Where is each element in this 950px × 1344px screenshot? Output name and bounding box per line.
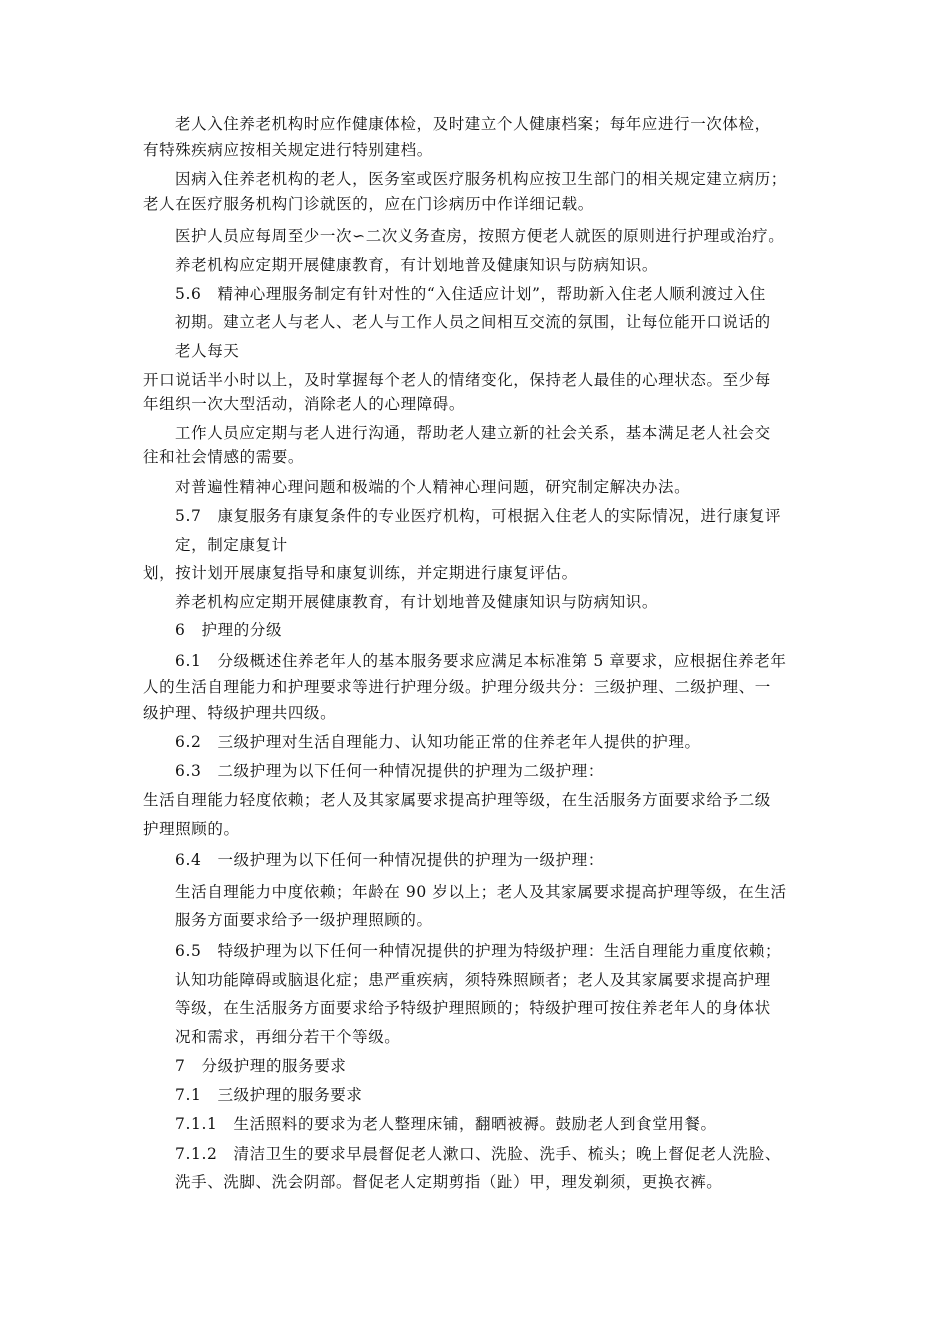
section-7-heading: 7 分级护理的服务要求	[175, 1057, 347, 1075]
text-line: 老人每天	[175, 342, 240, 360]
section-5-6-line: 5.6 精神心理服务制定有针对性的“入住适应计划”，帮助新入住老人顺利渡过入住	[175, 285, 766, 303]
text-line: 服务方面要求给予一级护理照顾的。	[175, 911, 433, 929]
text-line: 等级，在生活服务方面要求给予特级护理照顾的；特级护理可按住养老年人的身体状	[175, 999, 771, 1017]
text-line: 生活自理能力中度依赖；年龄在 90 岁以上；老人及其家属要求提高护理等级，在生活	[175, 883, 787, 901]
text-line: 洗手、洗脚、洗会阴部。督促老人定期剪指（趾）甲，理发剃须，更换衣裤。	[175, 1173, 723, 1191]
section-7-1-heading: 7.1 三级护理的服务要求	[175, 1086, 363, 1104]
text-line: 级护理、特级护理共四级。	[143, 704, 337, 722]
section-7-1-1-line: 7.1.1 生活照料的要求为老人整理床铺，翻晒被褥。鼓励老人到食堂用餐。	[175, 1115, 717, 1133]
section-5-7-line: 5.7 康复服务有康复条件的专业医疗机构，可根据入住老人的实际情况，进行康复评	[175, 507, 782, 525]
section-6-1-line: 6.1 分级概述住养老年人的基本服务要求应满足本标准第 5 章要求，应根据住养老年	[175, 652, 787, 670]
text-line: 认知功能障碍或脑退化症；患严重疾病，须特殊照顾者；老人及其家属要求提高护理	[175, 971, 771, 989]
text-line: 初期。建立老人与老人、老人与工作人员之间相互交流的氛围，让每位能开口说话的	[175, 313, 771, 331]
text-line: 工作人员应定期与老人进行沟通，帮助老人建立新的社会关系，基本满足老人社会交	[175, 424, 771, 442]
text-line: 开口说话半小时以上，及时掌握每个老人的情绪变化，保持老人最佳的心理状态。至少每	[143, 371, 771, 389]
text-line: 划，按计划开展康复指导和康复训练，并定期进行康复评估。	[143, 564, 578, 582]
section-6-3-line: 6.3 二级护理为以下任何一种情况提供的护理为二级护理：	[175, 762, 604, 780]
text-line: 有特殊疾病应按相关规定进行特别建档。	[143, 141, 433, 159]
text-line: 护理照顾的。	[143, 820, 240, 838]
text-line: 因病入住养老机构的老人，医务室或医疗服务机构应按卫生部门的相关规定建立病历；	[175, 170, 787, 188]
text-line: 养老机构应定期开展健康教育，有计划地普及健康知识与防病知识。	[175, 593, 659, 611]
section-6-5-line: 6.5 特级护理为以下任何一种情况提供的护理为特级护理：生活自理能力重度依赖；	[175, 942, 782, 960]
section-6-heading: 6 护理的分级	[175, 621, 283, 639]
text-line: 生活自理能力轻度依赖；老人及其家属要求提高护理等级，在生活服务方面要求给予二级	[143, 791, 771, 809]
section-6-4-line: 6.4 一级护理为以下任何一种情况提供的护理为一级护理：	[175, 851, 604, 869]
text-line: 对普遍性精神心理问题和极端的个人精神心理问题，研究制定解决办法。	[175, 478, 691, 496]
section-7-1-2-line: 7.1.2 清洁卫生的要求早晨督促老人漱口、洗脸、洗手、梳头；晚上督促老人洗脸、	[175, 1145, 781, 1163]
text-line: 医护人员应每周至少一次∽二次义务查房，按照方便老人就医的原则进行护理或治疗。	[175, 227, 785, 245]
text-line: 年组织一次大型活动，消除老人的心理障碍。	[143, 395, 466, 413]
text-line: 况和需求，再细分若干个等级。	[175, 1028, 401, 1046]
text-line: 往和社会情感的需要。	[143, 448, 305, 466]
text-line: 老人在医疗服务机构门诊就医的，应在门诊病历中作详细记载。	[143, 195, 594, 213]
text-line: 定，制定康复计	[175, 536, 288, 554]
text-line: 人的生活自理能力和护理要求等进行护理分级。护理分级共分：三级护理、二级护理、一	[143, 678, 771, 696]
text-line: 老人入住养老机构时应作健康体检，及时建立个人健康档案；每年应进行一次体检，	[175, 115, 771, 133]
text-line: 养老机构应定期开展健康教育，有计划地普及健康知识与防病知识。	[175, 256, 659, 274]
section-6-2-line: 6.2 三级护理对生活自理能力、认知功能正常的住养老年人提供的护理。	[175, 733, 701, 751]
